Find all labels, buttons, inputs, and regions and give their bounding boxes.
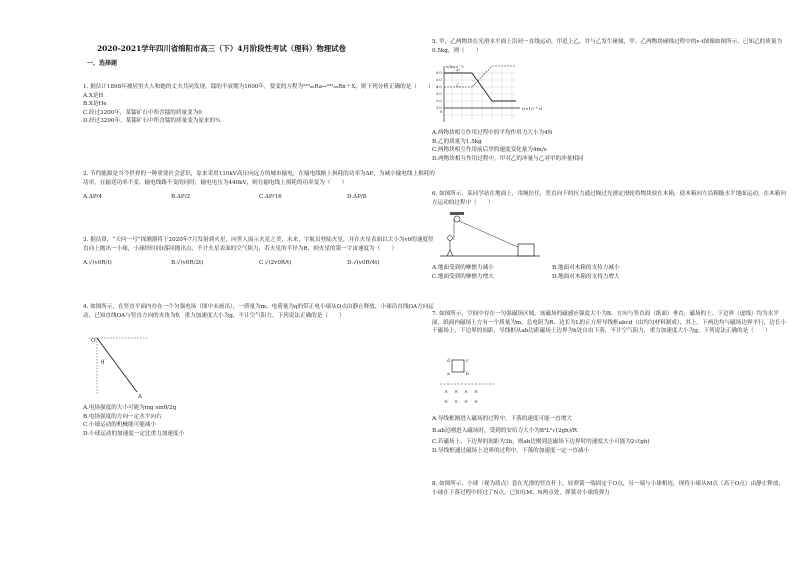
question-1-option-a: A.X是H xyxy=(83,92,104,99)
question-6-option-b: B.地面对木箱的支持力减小 xyxy=(552,265,620,271)
q7-label-d: d xyxy=(447,359,450,364)
question-5-option-c: C.两物块相互作用前后甲的速度变化量为4m/s xyxy=(432,147,547,154)
question-2-stem: 2. 节约能源是当今世界的一种重要社会意识，原来采用110kV高压向远方的城市输电，在输电线路上损耗的功率为ΔP，为减小输电线上损耗的功率，在输送功率不变、输电线路不变的同时，输电电压为440kV，则在输电线上损耗的功率变为（ ） xyxy=(83,171,435,186)
svg-text:×: × xyxy=(464,399,469,405)
question-6-option-d: D.地面对木箱的支持力增大 xyxy=(552,273,620,280)
q6-person-leg-right xyxy=(450,250,453,256)
question-7-options xyxy=(432,415,787,455)
q7-label-b: b xyxy=(466,372,469,377)
question-2-option-a: A.ΔP/4 xyxy=(83,194,103,201)
question-5 xyxy=(432,38,787,55)
q7-label-c: c xyxy=(466,359,469,364)
q5-ytick-5: 5.0 xyxy=(436,78,442,82)
question-7 xyxy=(432,310,787,336)
question-4-figure xyxy=(89,334,179,404)
question-5-option-b: B.乙的质量为1.5kg xyxy=(432,138,482,145)
svg-text:×: × xyxy=(454,399,459,405)
document-title: 2020-2021学年四川省绵阳市高三（下）4月阶段性考试（理科）物理试卷 xyxy=(97,44,346,53)
question-4-options xyxy=(83,404,438,438)
question-1-stem: 1. 据估计1898年被居里夫人和她的丈夫共同发现，镭的半衰期为1600年，要变的方程为²²⁶₈₈Ra→²²²₈₆Rn＋X，则下列分析正确的是（ ） xyxy=(83,84,434,90)
question-5-stem: 5. 甲、乙两物块在光滑水平面上沿同一直线运动，甲追上乙，并与乙发生碰撞，甲、乙两物块碰撞过程中的v-t图像如图所示，已知乙的质量为0.5kg，则（ ） xyxy=(432,39,783,54)
question-7-option-c: C.若磁场上、下边界的间距为3h，则ab边刚到达磁场下边界时的速度大小可能为2√(gh) xyxy=(432,439,650,446)
question-1-option-d: D.经过3200年，某镭矿石中所含镭的质量变为原来的¼ xyxy=(83,118,221,125)
svg-text:×: × xyxy=(464,389,469,395)
section-heading: 一、选择题 xyxy=(87,60,118,67)
q5-ytick-1: 1.0 xyxy=(436,106,442,110)
question-2-option-b: B.ΔP/2 xyxy=(171,194,191,201)
q6-person-head-icon xyxy=(448,236,453,241)
question-6-stem: 6. 如图所示，某同学站在地面上，用绳拉住，竖直向下的拉力通过绳过光滑定滑轮将物块放在木箱，使木箱向左沿粗糙水平地面运动，在木箱向左运动的过程中（ ） xyxy=(432,191,786,206)
q7-label-a: a xyxy=(447,372,450,377)
question-4-stem: 4. 如图所示，在竖直平面内存在一个匀强电场（图中未画出），一质量为m、电荷量为q的带正电小球从O点由静止释放，小球沿直线OA方向运动，已知直线OA与竖直方向的夹角为θ，重力加速度大小为g，不计空气阻力，下列说法正确的是（ ） xyxy=(83,304,434,319)
question-5-options xyxy=(432,129,787,163)
q5-ytick-4: 4.0 xyxy=(436,85,442,89)
question-6-option-a: A.地面受到的摩擦力减小 xyxy=(432,265,494,271)
question-2-option-d: D.ΔP/8 xyxy=(347,194,367,201)
question-2 xyxy=(83,170,438,202)
question-3-stem: 3. 据估算，“天问一号”探测器将于2020年7月发射到火星，向世人展示火星之美，未来，宇航员登陆火星，并在火星表面以大小为v0的速度竖直向上抛出一小球，小球经时间t落回抛出点，不计火星表面的空气阻力，若火星的半径为R，则火星的第一宇宙速度为（ ） xyxy=(83,237,434,252)
question-7-option-b: B.ab边刚进入磁场时，受到的安培力大小为B²L²√(2gh)/R xyxy=(432,427,577,434)
q5-grid xyxy=(444,70,516,120)
question-4-option-a: A.电场强度的大小可能为mg sinθ/2q xyxy=(83,405,177,411)
question-4-option-d: D.小球运动的加速度一定比重力加速度小 xyxy=(83,430,185,437)
q5-xlabel: t(×10⁻³ s) xyxy=(522,106,543,111)
q4-label-o: O xyxy=(91,338,96,344)
q7-field-row-1 xyxy=(444,389,478,395)
question-3-option-c: C.√(2v0R/t) xyxy=(259,260,292,267)
question-3-option-b: B.√(v0R/2t) xyxy=(171,260,204,267)
q7-loop-abcd xyxy=(452,360,464,372)
svg-text:×: × xyxy=(444,399,449,405)
question-7-stem: 7. 如图所示，空间中存在一匀强磁场区域，该磁场的磁感应强度大小为B、方向与竖直面（纸面）垂直，磁场的上、下边界（虚线）均为水平面，纸面内磁场上方有一个质量为m、总电阻为R、边长为L的正方形导线框abcd（由均匀材料制成），其上、下两边均与磁场边界平行，边长小于磁场上、下边界的间距，导线框从ab边距磁场上边界为h处自由下落，不计空气阻力，重力加速度大小为g，下列说法正确的是（ ） xyxy=(432,311,787,335)
q5-ytick-3: 3.0 xyxy=(436,92,442,96)
question-1 xyxy=(83,83,438,126)
svg-text:×: × xyxy=(444,389,449,395)
question-5-graph xyxy=(436,64,586,128)
question-1-option-c: C.经过3200年，某镭矿石中所含镭的质量变为0 xyxy=(83,109,202,116)
q6-person-leg-left xyxy=(447,250,450,256)
q5-label-yi: 乙 xyxy=(456,82,460,87)
question-6-figure xyxy=(436,210,546,262)
question-6 xyxy=(432,190,787,207)
q4-label-a: A xyxy=(138,394,142,400)
question-4 xyxy=(83,303,438,320)
question-1-option-b: B.X是He xyxy=(83,101,107,108)
q4-label-theta: θ xyxy=(101,360,105,366)
question-5-option-a: A.两物块相互作用过程中的平均作用力大小为4N xyxy=(432,130,553,136)
question-3-option-d: D.√(v0R/4t) xyxy=(347,260,380,267)
svg-text:×: × xyxy=(474,389,479,395)
question-5-option-d: D.两物块相互作用过程中，甲对乙的冲量与乙对甲的冲量相同 xyxy=(432,155,584,162)
question-7-figure xyxy=(438,357,508,409)
q5-origin: 0 xyxy=(440,110,443,114)
question-2-option-c: C.ΔP/16 xyxy=(259,194,282,201)
q6-box xyxy=(518,244,534,256)
question-6-option-c: C.地面受到的摩擦力增大 xyxy=(432,273,494,280)
q5-ytick-2: 2.0 xyxy=(436,99,442,103)
svg-text:×: × xyxy=(454,389,459,395)
q5-label-jia: 甲 xyxy=(456,68,460,73)
q5-ytick-6: 6.0 xyxy=(436,71,442,75)
question-8-stem: 8. 如图所示，小球（视为质点）套在光滑的竖直杆上，轻弹簧一端固定于O点，另一端与小球相连，现将小球从M点（高于O点）由静止释放，小球在下落过程中经过了N点，已知在M、N两点处，弹簧对小球的弹力 xyxy=(432,481,785,496)
question-3 xyxy=(83,236,438,268)
question-7-option-a: A.导线框刚进入磁场的过程中，下落的速度可能一直增大 xyxy=(432,416,573,422)
q6-ceiling xyxy=(450,212,464,215)
question-7-option-d: D.导线框通过磁场上边界的过程中，下落的加速度一定一直减小 xyxy=(432,447,590,454)
svg-text:×: × xyxy=(474,399,479,405)
question-3-option-a: A.√(v0R/t) xyxy=(83,260,112,267)
q7-field-row-2 xyxy=(444,399,478,405)
question-4-option-c: C.小球运动的机械能可能减小 xyxy=(83,422,156,429)
q6-rope-slant xyxy=(459,221,520,248)
question-8 xyxy=(432,480,787,497)
question-6-options xyxy=(432,264,787,281)
q5-ylabel: v/(m·s⁻¹) xyxy=(446,64,464,69)
question-4-option-b: B.电场强度的方向一定水平向右 xyxy=(83,413,162,420)
